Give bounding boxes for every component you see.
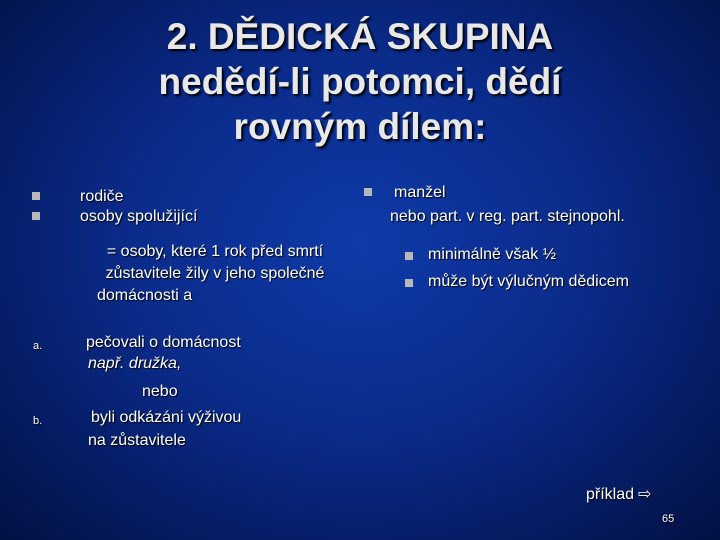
list-marker-b: b. bbox=[33, 415, 43, 427]
bullet-icon bbox=[364, 188, 372, 196]
example-label: příklad bbox=[586, 486, 635, 503]
page-number: 65 bbox=[662, 513, 675, 525]
bullet-icon bbox=[405, 279, 413, 287]
slide-title bbox=[60, 14, 660, 149]
list-b-line-2: na zůstavitele bbox=[88, 432, 186, 449]
list-item-spouse: manžel bbox=[394, 184, 446, 201]
list-a-line-1: pečovali o domácnost bbox=[86, 334, 241, 351]
note-line-2: zůstavitele žily v jeho společné bbox=[105, 265, 325, 282]
bullet-icon bbox=[405, 252, 413, 260]
note-line-1: = osoby, které 1 rok před smrtí bbox=[106, 243, 324, 260]
list-a-line-2: např. družka, bbox=[88, 355, 182, 372]
note-line-3: domácnosti a bbox=[97, 287, 193, 304]
title-line-1: 2. DĚDICKÁ SKUPINA bbox=[166, 16, 554, 57]
or-connector: nebo bbox=[142, 383, 178, 400]
list-item-parents: rodiče bbox=[80, 188, 124, 205]
bullet-icon bbox=[32, 192, 40, 200]
sub-item-minimum: minimálně však ½ bbox=[428, 246, 557, 263]
right-arrow-icon: ⇨ bbox=[638, 486, 652, 503]
sub-item-sole-heir: může být výlučným dědicem bbox=[428, 273, 629, 290]
list-item-cohabitants: osoby spolužijící bbox=[80, 208, 198, 225]
example-link[interactable] bbox=[586, 485, 651, 505]
list-item-spouse-sub: nebo part. v reg. part. stejnopohl. bbox=[390, 208, 625, 225]
bullet-icon bbox=[32, 212, 40, 220]
list-marker-a: a. bbox=[33, 340, 43, 352]
title-line-3: rovným dílem: bbox=[233, 106, 487, 147]
title-line-2: nedědí-li potomci, dědí bbox=[158, 61, 562, 102]
list-b-line-1: byli odkázáni výživou bbox=[91, 409, 242, 426]
